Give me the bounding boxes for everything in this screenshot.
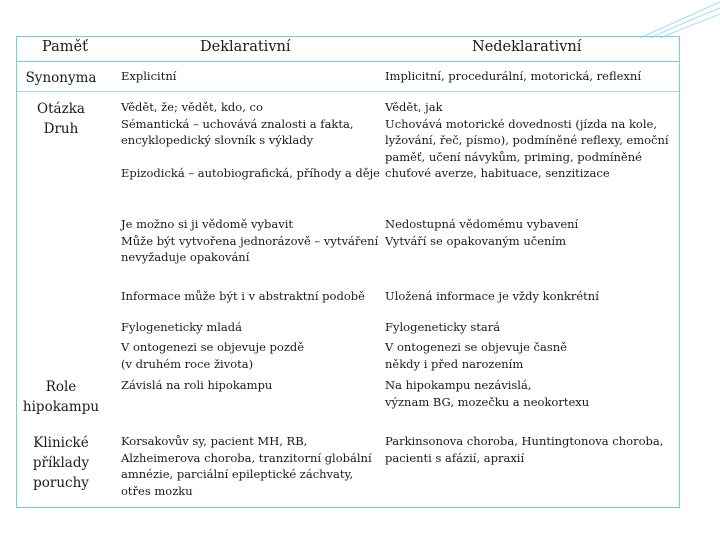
cell-ontogeneze-declarative: V ontogenezi se objevuje pozdě (v druhém roce života) [121, 340, 305, 371]
cell-hipokampus-nondeclarative: Na hipokampu nezávislá, význam BG, mozečku a neokortexu [385, 378, 590, 409]
header-col-nondeclarative: Nedeklarativní [472, 39, 582, 55]
cell-fylogeneze-nondeclarative: Fylogeneticky stará [385, 320, 501, 334]
cell-vybaveni-declarative: Je možno si ji vědomě vybavit Může být vytvořena jednorázově – vytváření nevyžaduje opakování [121, 217, 379, 264]
cell-abstrakt-declarative: Informace může být i v abstraktní podobě [121, 289, 365, 303]
cell-ontogeneze-nondeclarative: V ontogenezi se objevuje časně někdy i před narozením [385, 340, 567, 371]
cell-hipokampus-declarative: Závislá na roli hipokampu [121, 378, 273, 392]
cell-vybaveni-nondeclarative: Nedostupná vědomému vybavení Vytváří se opakovaným učením [385, 217, 579, 248]
header-separator [17, 61, 679, 62]
header-col-declarative: Deklarativní [200, 39, 291, 55]
cell-synonyma-nondeclarative: Implicitní, procedurální, motorická, reflexní [385, 69, 641, 83]
cell-synonyma-declarative: Explicitní [121, 69, 177, 83]
row-label-hipokampus: Role hipokampu [22, 379, 100, 415]
row-label-synonyma: Synonyma [25, 70, 97, 86]
row-separator [17, 91, 679, 92]
cell-klinicke-declarative: Korsakovův sy, pacient MH, RB, Alzheimerova choroba, tranzitorní globální amnézie, parciální epileptické záchvaty, otřes mozku [121, 434, 372, 498]
decorative-swoosh [620, 0, 720, 40]
cell-otazka-nondeclarative: Vědět, jak Uchovává motorické dovednosti (jízda na kole, lyžování, řeč, písmo), podmíněné reflexy, emoční paměť, učení návykům, priming, podmíněné chuťové averze, habituace, senzitizace [385, 100, 669, 180]
row-label-otazka-druh: Otázka Druh [37, 101, 85, 137]
row-label-klinicke-priklady: Klinické příklady poruchy [32, 435, 90, 491]
cell-otazka-declarative: Vědět, že; vědět, kdo, co Sémantická – uchovává znalosti a fakta, encyklopedický slovník s výklady Epizodická – autobiografická, příhody a děje [121, 100, 380, 180]
cell-abstrakt-nondeclarative: Uložená informace je vždy konkrétní [385, 289, 599, 303]
header-col-memory: Paměť [42, 39, 88, 55]
cell-klinicke-nondeclarative: Parkinsonova choroba, Huntingtonova choroba, pacienti s afázií, apraxií [385, 434, 664, 465]
cell-fylogeneze-declarative: Fylogeneticky mladá [121, 320, 242, 334]
